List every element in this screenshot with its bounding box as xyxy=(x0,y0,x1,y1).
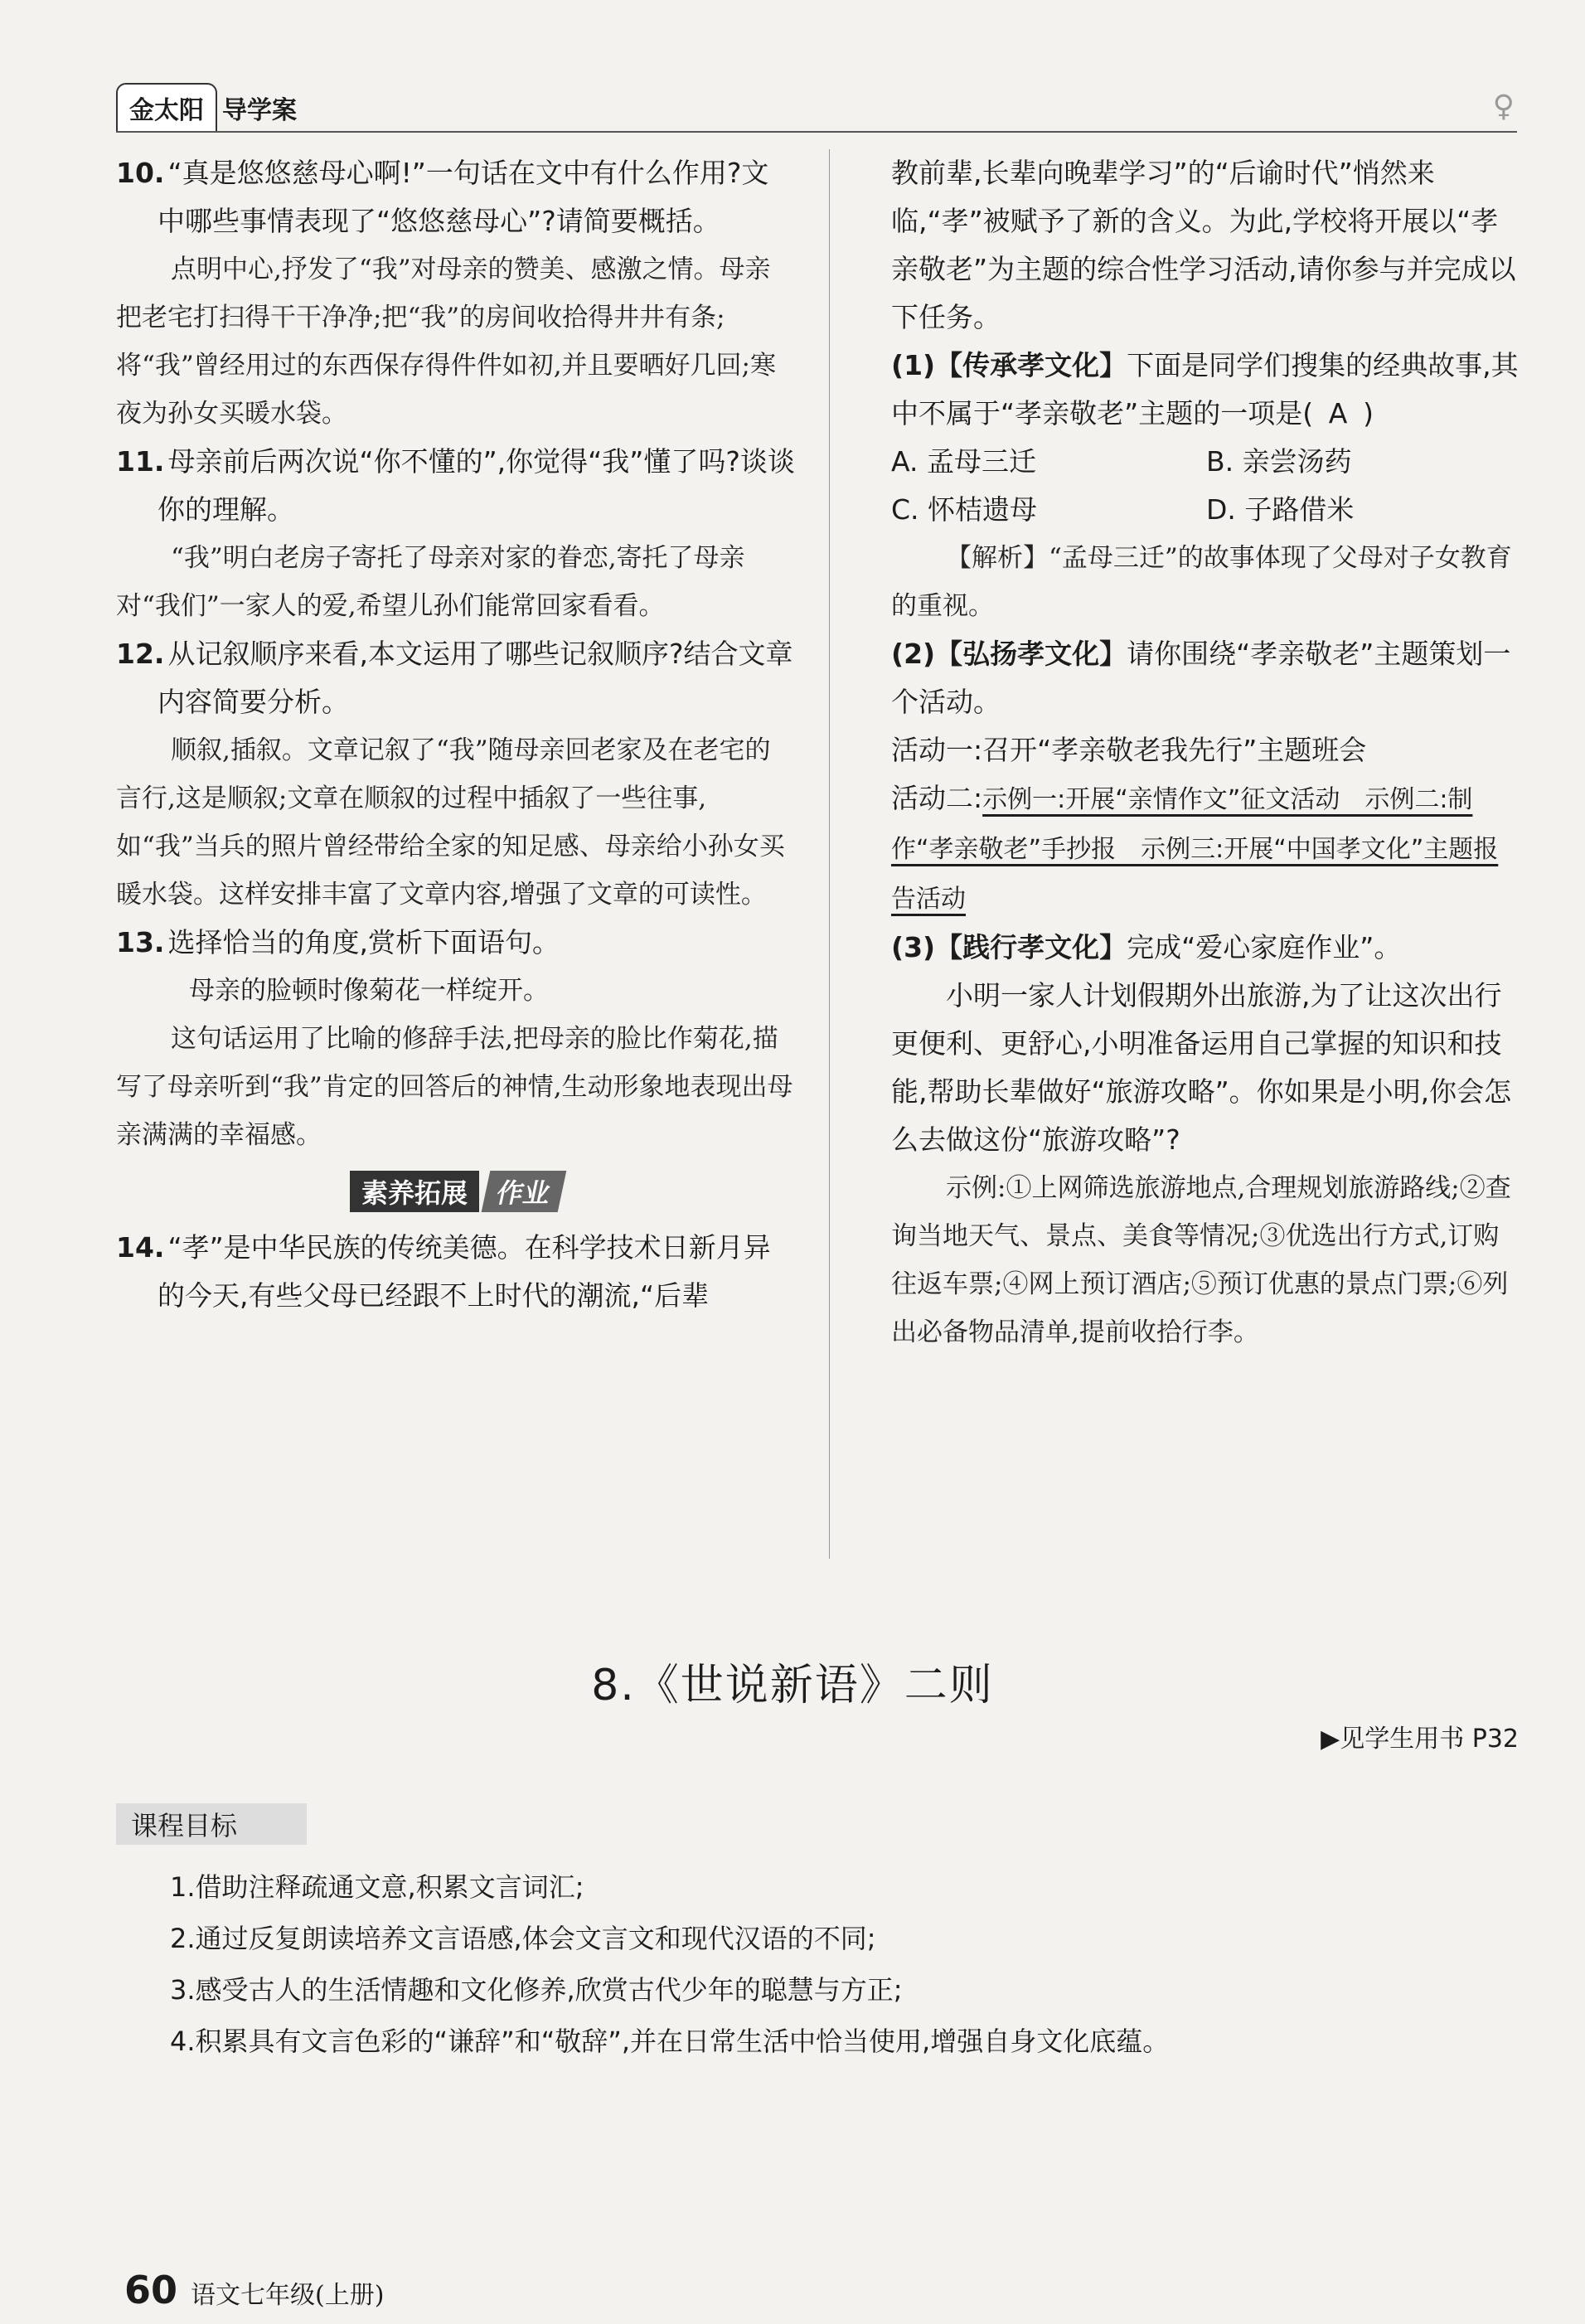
question-text: “孝”是中华民族的传统美德。在科学技术日新月异的今天,有些父母已经跟不上时代的潮流,“后辈 xyxy=(158,1231,771,1312)
course-goals-list xyxy=(170,1861,1513,2067)
badge-tag: 作业 xyxy=(482,1171,567,1212)
task-3 xyxy=(891,924,1521,1356)
page-footer xyxy=(124,2268,384,2312)
analysis-text: 【解析】“孟母三迁”的故事体现了父母对子女教育的重视。 xyxy=(891,543,1512,621)
answer-text: 顺叙,插叙。文章记叙了“我”随母亲回老家及在老宅的言行,这是顺叙;文章在顺叙的过程中插叙了一些往事,如“我”当兵的照片曾经带给全家的知足感、母亲给小孙女买暖水袋。这样安排丰富了文章内容,增强了文章的可读性。 xyxy=(116,735,785,910)
goal-item: 2.通过反复朗读培养文言语感,体会文言文和现代汉语的不同; xyxy=(170,1923,876,1954)
header-rule xyxy=(116,131,1517,133)
task-text: 完成“爱心家庭作业”。 xyxy=(1127,931,1402,963)
answer-text: 点明中心,抒发了“我”对母亲的赞美、感激之情。母亲把老宅打扫得干干净净;把“我”的房间收拾得井井有条;将“我”曾经用过的东西保存得件件如初,并且要晒好几回;寒夜为孙女买暖水袋。 xyxy=(116,255,776,429)
option-d: D. 子路借米 xyxy=(1206,493,1355,526)
question-text: 母亲前后两次说“你不懂的”,你觉得“我”懂了吗?谈谈你的理解。 xyxy=(158,445,795,526)
question-12 xyxy=(116,630,796,919)
task-text: 下面是同学们搜集的经典故事,其中不属于“孝亲敬老”主题的一项是( xyxy=(891,349,1519,429)
lightbulb-icon: ♀ xyxy=(1492,90,1515,124)
task-1 xyxy=(891,342,1521,630)
goal-item: 4.积累具有文言色彩的“谦辞”和“敬辞”,并在日常生活中恰当使用,增强自身文化底蕴。 xyxy=(170,2026,1170,2057)
right-column xyxy=(891,149,1521,1356)
question-11 xyxy=(116,438,796,630)
activity-two-answer: 示例一:开展“亲情作文”征文活动 示例二:制作“孝亲敬老”手抄报 示例三:开展“中国孝文化”主题报告活动 xyxy=(891,785,1499,914)
student-book-reference: ▶见学生用书 P32 xyxy=(1321,1725,1519,1754)
quoted-sentence: 母亲的脸顿时像菊花一样绽开。 xyxy=(189,976,549,1006)
badge-label: 素养拓展 xyxy=(350,1171,479,1212)
header-subtitle: 导学案 xyxy=(222,96,297,125)
task-label: (1)【传承孝文化】 xyxy=(891,349,1127,381)
course-goals-label: 课程目标 xyxy=(116,1803,307,1845)
left-column xyxy=(116,149,796,1320)
question-number: 12. xyxy=(116,638,165,670)
option-c: C. 怀桔遗母 xyxy=(891,493,1038,526)
option-b: B. 亲尝汤药 xyxy=(1206,445,1352,478)
task-text: 请你围绕“孝亲敬老”主题策划一个活动。 xyxy=(891,638,1511,718)
lesson-title: 8.《世说新语》二则 xyxy=(591,1661,994,1710)
question-text: “真是悠悠慈母心啊!”一句话在文中有什么作用?文中哪些事情表现了“悠悠慈母心”?请简要概括。 xyxy=(158,157,769,237)
question-number: 14. xyxy=(116,1231,165,1264)
answer-choice: A xyxy=(1328,397,1348,429)
question-number: 13. xyxy=(116,926,165,958)
answer-text: 这句话运用了比喻的修辞手法,把母亲的脸比作菊花,描写了母亲听到“我”肯定的回答后的神情,生动形象地表现出母亲满满的幸福感。 xyxy=(116,1024,793,1150)
section-badge xyxy=(116,1171,796,1212)
goal-item: 1.借助注释疏通文意,积累文言词汇; xyxy=(170,1871,584,1903)
answer-text: 示例:①上网筛选旅游地点,合理规划旅游路线;②查询当地天气、景点、美食等情况;③优选出行方式,订购往返车票;④网上预订酒店;⑤预订优惠的景点门票;⑥列出必备物品清单,提前收拾行李。 xyxy=(891,1173,1511,1347)
task-label: (3)【践行孝文化】 xyxy=(891,931,1127,963)
question-text: 从记叙顺序来看,本文运用了哪些记叙顺序?结合文章内容简要分析。 xyxy=(158,638,793,718)
question-text: 选择恰当的角度,赏析下面语句。 xyxy=(167,926,560,958)
activity-two-label: 活动二: xyxy=(891,782,983,814)
question-13 xyxy=(116,919,796,1159)
question-number: 11. xyxy=(116,445,165,478)
book-subject: 语文七年级(上册) xyxy=(191,2281,385,2310)
page-header xyxy=(116,79,297,137)
option-list xyxy=(891,438,1521,534)
question-14 xyxy=(116,1224,796,1320)
column-divider xyxy=(829,149,830,1559)
paren-close: ) xyxy=(1363,397,1374,429)
question-14-continued: 教前辈,长辈向晚辈学习”的“后谕时代”悄然来临,“孝”被赋予了新的含义。为此,学校将开展以“孝亲敬老”为主题的综合性学习活动,请你参与并完成以下任务。 xyxy=(891,157,1516,333)
brand-logo: 金太阳 xyxy=(116,83,217,133)
goal-item: 3.感受古人的生活情趣和文化修养,欣赏古代少年的聪慧与方正; xyxy=(170,1974,903,2006)
activity-one: 活动一:召开“孝亲敬老我先行”主题班会 xyxy=(891,734,1367,766)
answer-text: “我”明白老房子寄托了母亲对家的眷恋,寄托了母亲对“我们”一家人的爱,希望儿孙们能常回家看看。 xyxy=(116,543,745,621)
question-number: 10. xyxy=(116,157,165,189)
task-label: (2)【弘扬孝文化】 xyxy=(891,638,1127,670)
question-10 xyxy=(116,149,796,438)
scenario-text: 小明一家人计划假期外出旅游,为了让这次出行更便利、更舒心,小明准备运用自己掌握的知识和技能,帮助长辈做好“旅游攻略”。你如果是小明,你会怎么去做这份“旅游攻略”? xyxy=(891,979,1512,1156)
option-a: A. 孟母三迁 xyxy=(891,445,1036,478)
task-2 xyxy=(891,630,1521,924)
page-number: 60 xyxy=(124,2268,178,2312)
